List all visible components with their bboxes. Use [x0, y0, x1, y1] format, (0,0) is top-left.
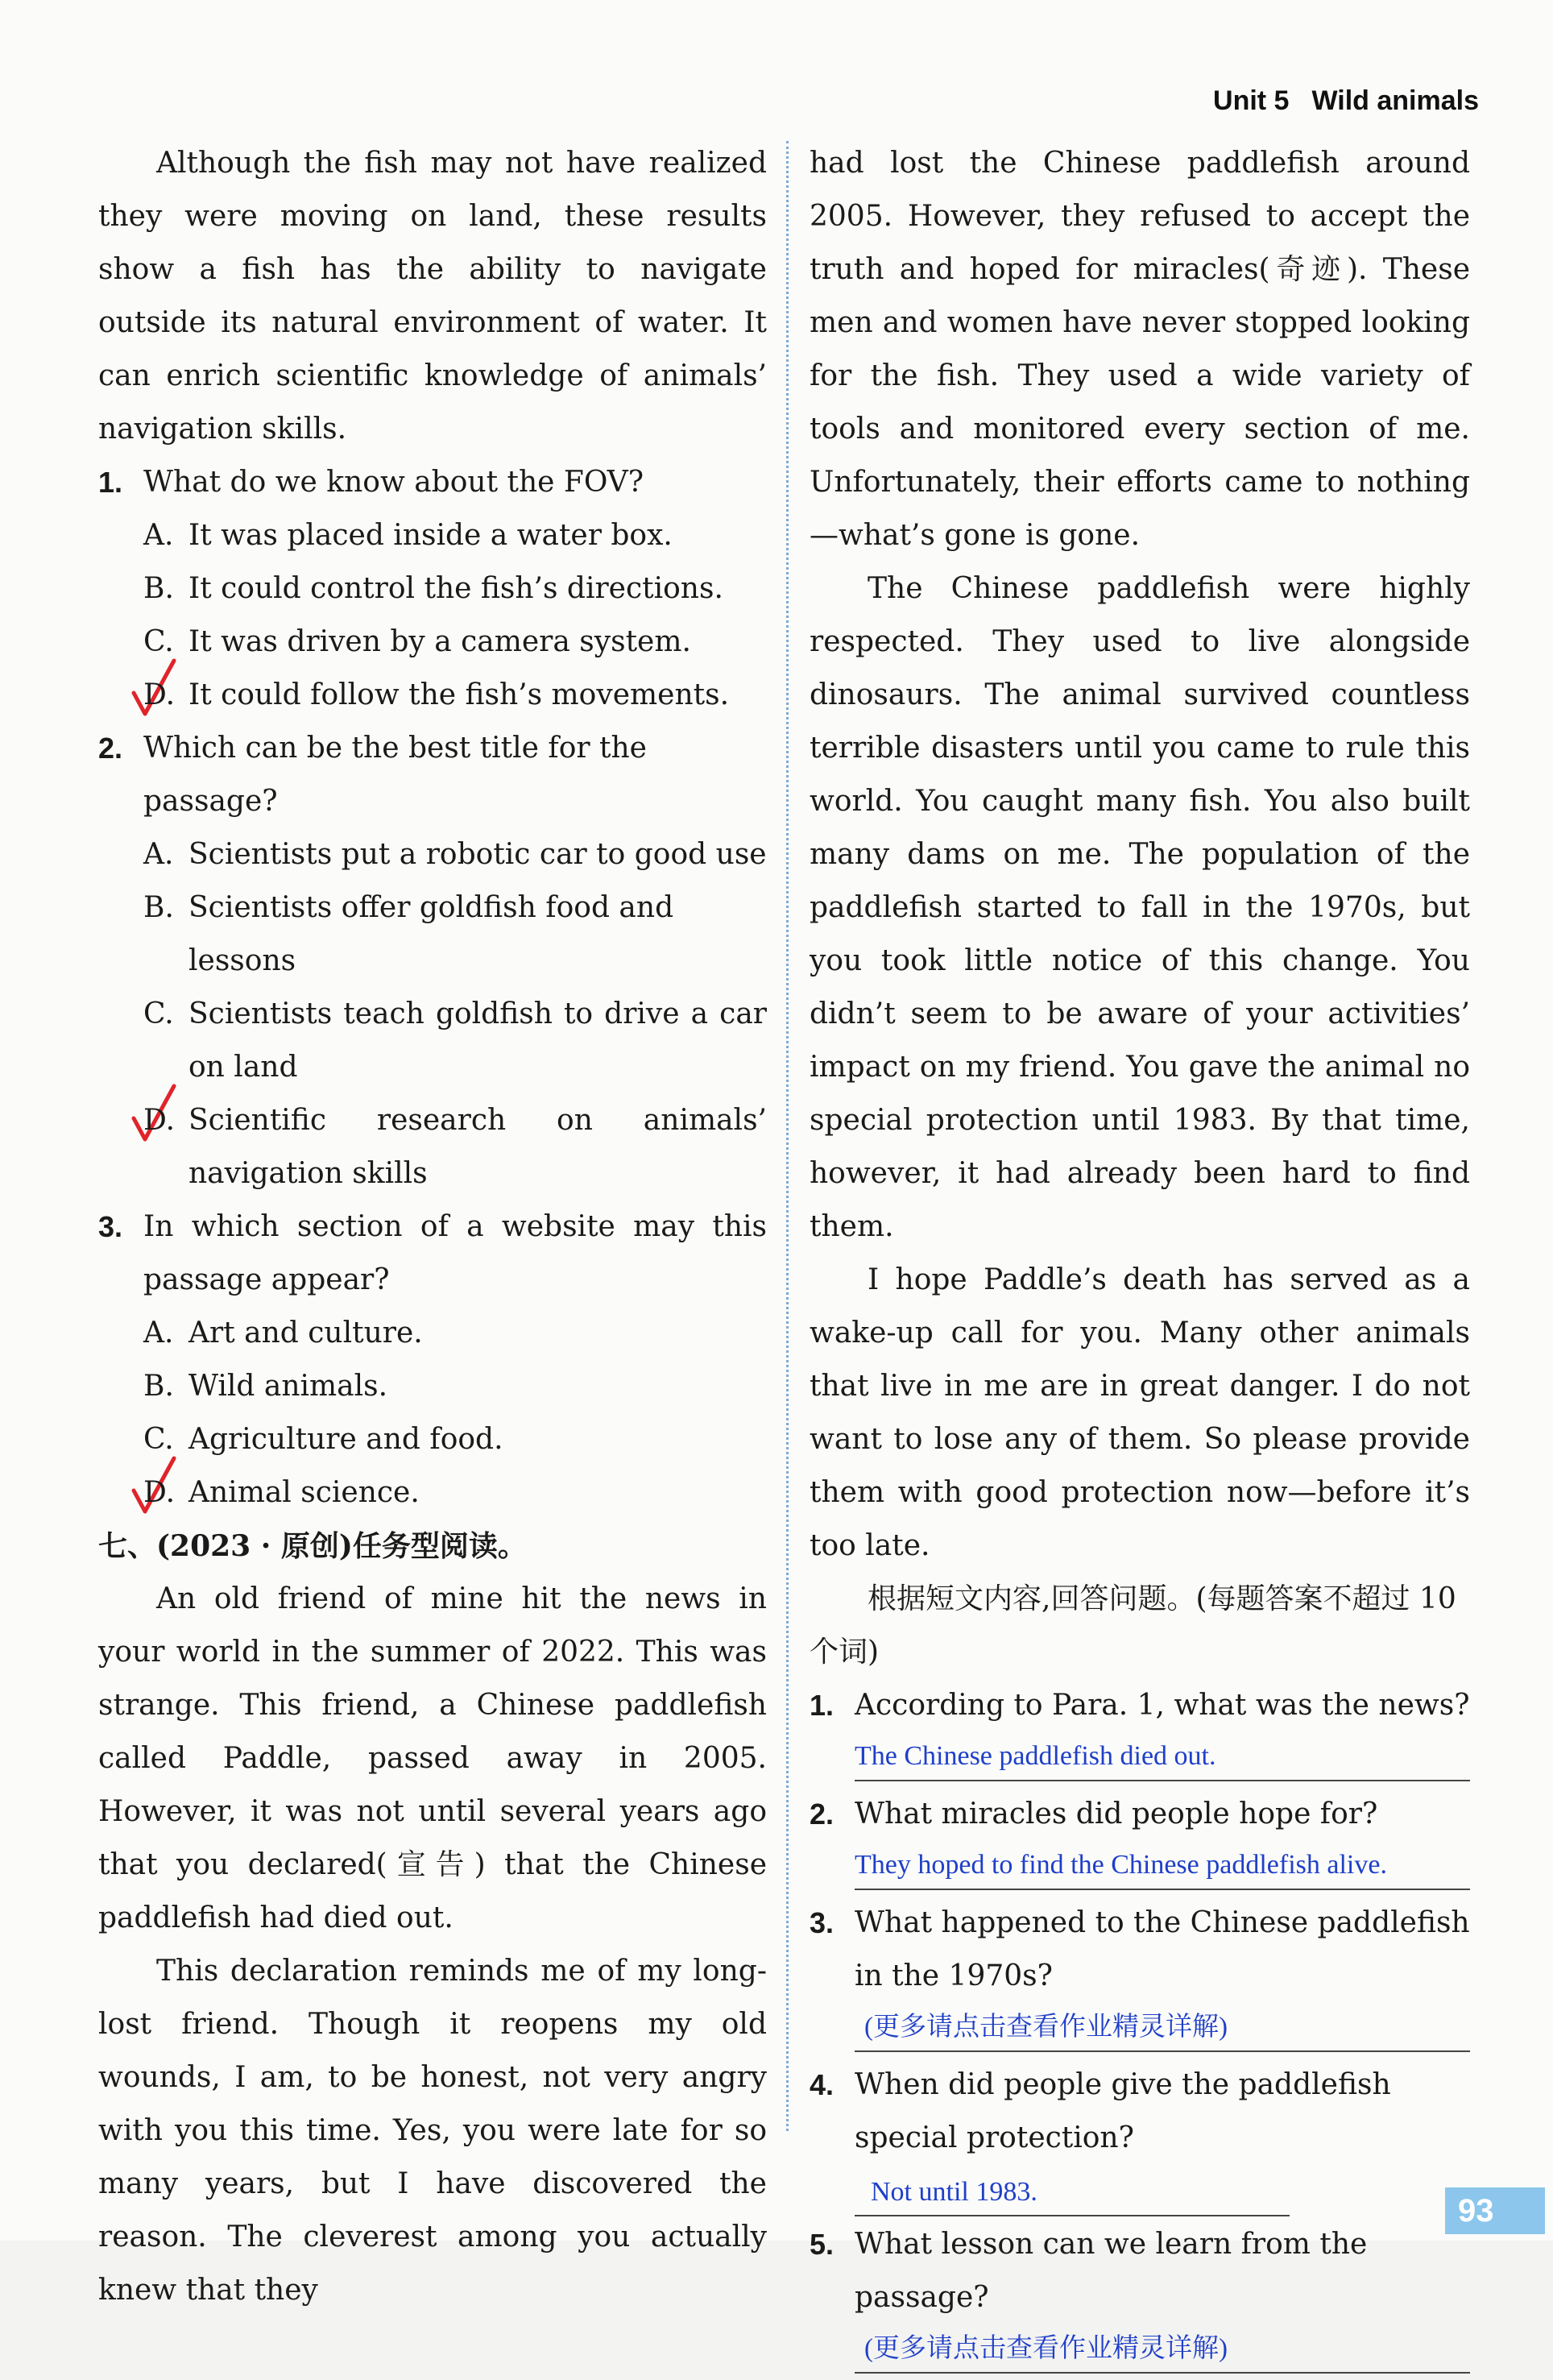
option-3c[interactable]	[98, 1413, 767, 1466]
answer-text: Not until 1983.	[871, 2177, 1037, 2207]
option-text: It could follow the fish’s movements.	[188, 678, 730, 711]
question-3	[98, 1200, 767, 1307]
answer-line[interactable]	[855, 2324, 1470, 2374]
option-text: It was placed inside a water box.	[188, 519, 673, 552]
question-r2	[810, 1788, 1470, 1841]
option-3b[interactable]	[98, 1360, 767, 1413]
option-label: C.	[143, 1423, 174, 1456]
option-text: Scientists offer goldfish food and lessons	[188, 891, 674, 977]
page-header	[1213, 85, 1479, 117]
question-r4	[810, 2059, 1470, 2218]
question-1	[98, 456, 767, 509]
question-text: According to Para. 1, what was the news?	[855, 1689, 1470, 1722]
option-1a[interactable]	[98, 509, 767, 562]
question-number: 1.	[98, 466, 123, 499]
option-label: A.	[143, 519, 174, 552]
option-1d[interactable]	[98, 669, 767, 722]
answer-line[interactable]	[855, 2003, 1470, 2052]
question-number: 2.	[98, 732, 123, 765]
option-label: C.	[143, 997, 174, 1030]
option-2c[interactable]	[98, 988, 767, 1094]
option-label: D.	[143, 1104, 176, 1137]
question-number: 4.	[810, 2068, 834, 2101]
question-text: In which section of a website may this passage appear?	[143, 1210, 767, 1296]
question-number: 3.	[810, 1906, 834, 1939]
question-text: Which can be the best title for the passage?	[143, 732, 647, 818]
question-number: 5.	[810, 2228, 834, 2261]
option-label: B.	[143, 891, 174, 924]
option-text: Agriculture and food.	[188, 1423, 503, 1456]
question-r5	[810, 2218, 1470, 2324]
page-number-badge: 93	[1445, 2187, 1545, 2234]
option-text: Wild animals.	[188, 1370, 388, 1403]
option-label: A.	[143, 1316, 174, 1350]
option-3d[interactable]	[98, 1466, 767, 1520]
section-title: 七、(2023 · 原创)任务型阅读。	[98, 1529, 527, 1563]
instructions: 根据短文内容,回答问题。(每题答案不超过 10 个词)	[810, 1582, 1456, 1669]
option-2d[interactable]	[98, 1094, 767, 1200]
question-text: When did people give the paddlefish special protection?	[855, 2068, 1391, 2154]
option-label: B.	[143, 572, 174, 605]
paragraph: had lost the Chinese paddlefish around 2005. However, they refused to accept the truth and hoped for miracles(奇迹). These men and women have never stopped looking for the fish. They used a wide variety of tools and monitored every section of me. Unfortunately, their efforts came to nothing—what’s gone is gone.	[810, 147, 1470, 552]
option-text: It could control the fish’s directions.	[188, 572, 723, 605]
question-text: What happened to the Chinese paddlefish in the 1970s?	[855, 1906, 1470, 1992]
right-column	[810, 137, 1470, 2380]
option-text: Animal science.	[188, 1476, 420, 1509]
answer-line	[855, 1732, 1470, 1781]
unit-label: Unit 5	[1213, 85, 1290, 116]
option-label: D.	[143, 678, 176, 711]
paragraph: The Chinese paddlefish were highly respected. They used to live alongside dinosaurs. The animal survived countless terrible disasters until you came to rule this world. You caught many fish. You also built many dams on me. The population of the paddlefish started to fall in the 1970s, but you took little notice of this change. You didn’t seem to be aware of your activities’ impact on my friend. You gave the animal no special protection until 1983. By that time, however, it had already been hard to find them.	[810, 572, 1470, 1243]
left-column	[98, 137, 767, 2317]
paragraph: I hope Paddle’s death has served as a wake-up call for you. Many other animals that live in me are in great danger. I do not want to lose any of them. So please provide them with good protection now—before it’s too late.	[810, 1263, 1470, 1562]
question-text: What do we know about the FOV?	[143, 466, 644, 499]
answer-line	[855, 1841, 1470, 1890]
option-3a[interactable]	[98, 1307, 767, 1360]
question-number: 2.	[810, 1797, 834, 1831]
question-number: 1.	[810, 1689, 834, 1722]
option-1b[interactable]	[98, 562, 767, 616]
column-divider	[786, 141, 789, 2131]
option-label: B.	[143, 1370, 174, 1403]
paragraph: Although the fish may not have realized they were moving on land, these results show a fish has the ability to navigate outside its natural environment of water. It can enrich scientific knowledge of animals’ navigation skills.	[98, 147, 767, 446]
answer-hint-link[interactable]: (更多请点击查看作业精灵详解)	[864, 2334, 1228, 2363]
question-number: 3.	[98, 1210, 123, 1243]
answer-hint-link[interactable]: (更多请点击查看作业精灵详解)	[864, 2013, 1228, 2042]
option-text: Art and culture.	[188, 1316, 423, 1350]
answer-text: The Chinese paddlefish died out.	[855, 1741, 1216, 1771]
option-2a[interactable]	[98, 828, 767, 881]
option-label: D.	[143, 1476, 176, 1509]
answer-line	[855, 2169, 1290, 2216]
question-r3	[810, 1897, 1470, 2003]
paragraph: An old friend of mine hit the news in your world in the summer of 2022. This was strange. This friend, a Chinese paddlefish called Paddle, passed away in 2005. However, it was not until several years ago that you declared(宣告) that the Chinese paddlefish had died out.	[98, 1582, 767, 1934]
question-2	[98, 722, 767, 828]
question-text: What miracles did people hope for?	[855, 1797, 1378, 1831]
paragraph: This declaration reminds me of my long-lost friend. Though it reopens my old wounds, I am, to be honest, not very angry with you this time. Yes, you were late for so many years, but I have discovered the reason. The cleverest among you actually knew that they	[98, 1955, 767, 2307]
option-text: Scientists teach goldfish to drive a car on land	[188, 997, 767, 1084]
option-label: C.	[143, 625, 174, 658]
option-text: It was driven by a camera system.	[188, 625, 691, 658]
question-text: What lesson can we learn from the passage?	[855, 2228, 1368, 2314]
option-label: A.	[143, 838, 174, 871]
option-1c[interactable]	[98, 616, 767, 669]
option-text: Scientists put a robotic car to good use	[188, 838, 767, 871]
option-2b[interactable]	[98, 881, 767, 988]
option-text: Scientific research on animals’ navigation skills	[188, 1104, 767, 1190]
unit-title: Wild animals	[1311, 85, 1479, 116]
answer-text: They hoped to find the Chinese paddlefish alive.	[855, 1850, 1387, 1880]
question-r1	[810, 1679, 1470, 1732]
